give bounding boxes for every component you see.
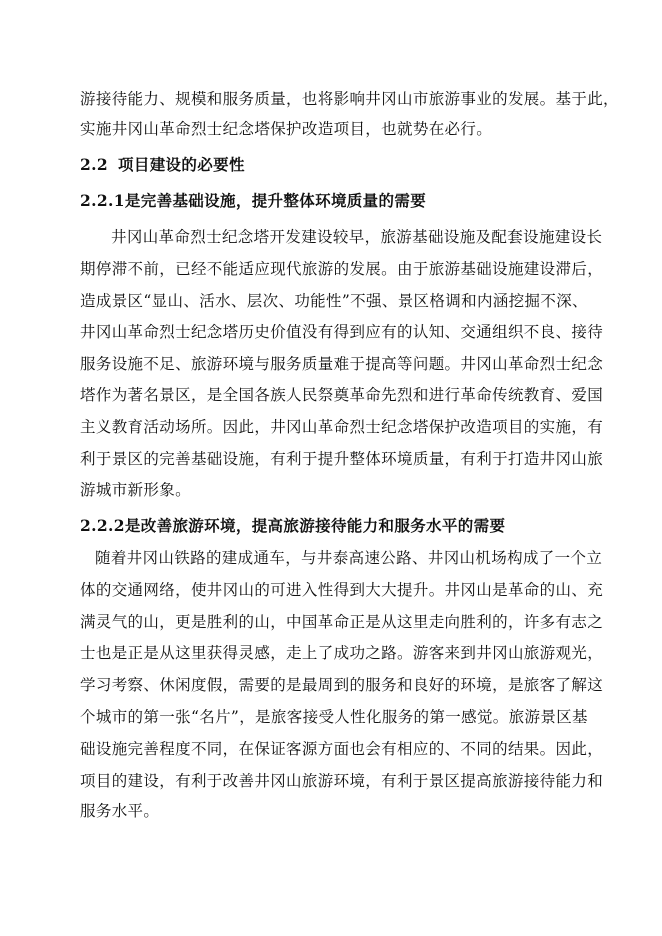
paragraph-2-2-2-line-5: 学习考察、休闲度假，需要的是最周到的服务和良好的环境，是旅客了解这 xyxy=(80,676,604,694)
paragraph-2-2-2-line-9: 服务水平。 xyxy=(80,802,160,820)
paragraph-2-2-2-line-2: 体的交通网络，使井冈山的可进入性得到大大提升。井冈山是革命的山、充 xyxy=(80,581,604,599)
section-2-2-1-heading: 2.2.1是完善基础设施，提升整体环境质量的需要 xyxy=(80,191,427,210)
paragraph-2-2-1-line-4: 井冈山革命烈士纪念塔历史价值没有得到应有的认知、交通组织不良、接待 xyxy=(80,323,604,341)
paragraph-2-2-2-line-8: 项目的建设，有利于改善井冈山旅游环境，有利于景区提高旅游接待能力和 xyxy=(80,772,604,790)
section-2-2-2-heading: 2.2.2是改善旅游环境，提高旅游接待能力和服务水平的需要 xyxy=(80,516,506,535)
section-2-2-heading xyxy=(80,154,245,176)
paragraph-2-2-2-line-1: 随着井冈山铁路的建成通车，与井泰高速公路、井冈山机场构成了一个立 xyxy=(95,549,603,567)
intro-line-2: 实施井冈山革命烈士纪念塔保护改造项目，也就势在必行。 xyxy=(80,120,493,138)
intro-line-1: 游接待能力、规模和服务质量，也将影响井冈山市旅游事业的发展。基于此， xyxy=(80,90,619,108)
section-2-2-title: 项目建设的必要性 xyxy=(118,155,245,174)
paragraph-2-2-2-line-3: 满灵气的山，更是胜利的山，中国革命正是从这里走向胜利的，许多有志之 xyxy=(80,613,604,631)
paragraph-2-2-2-line-6: 个城市的第一张“名片”，是旅客接受人性化服务的第一感觉。旅游景区基 xyxy=(80,708,588,726)
paragraph-2-2-1-line-3: 造成景区“显山、活水、层次、功能性”不强、景区格调和内涵挖掘不深、 xyxy=(80,292,588,310)
paragraph-2-2-2-line-7: 础设施完善程度不同，在保证客源方面也会有相应的、不同的结果。因此， xyxy=(80,740,604,758)
paragraph-2-2-1-line-8: 利于景区的完善基础设施，有利于提升整体环境质量，有利于打造井冈山旅 xyxy=(80,450,604,468)
paragraph-2-2-1-line-5: 服务设施不足、旅游环境与服务质量难于提高等问题。井冈山革命烈士纪念 xyxy=(80,355,604,373)
paragraph-2-2-1-line-2: 期停滞不前，已经不能适应现代旅游的发展。由于旅游基础设施建设滞后， xyxy=(80,260,604,278)
paragraph-2-2-1-line-7: 主义教育活动场所。因此，井冈山革命烈士纪念塔保护改造项目的实施，有 xyxy=(80,418,604,436)
paragraph-2-2-1-line-6: 塔作为著名景区，是全国各族人民祭奠革命先烈和进行革命传统教育、爱国 xyxy=(80,386,604,404)
paragraph-2-2-1-line-1: 井冈山革命烈士纪念塔开发建设较早，旅游基础设施及配套设施建设长 xyxy=(111,228,603,246)
paragraph-2-2-1-line-9: 游城市新形象。 xyxy=(80,481,191,499)
paragraph-2-2-2-line-4: 士也是正是从这里获得灵感，走上了成功之路。游客来到井冈山旅游观光， xyxy=(80,644,604,662)
section-2-2-number: 2.2 xyxy=(80,155,109,174)
